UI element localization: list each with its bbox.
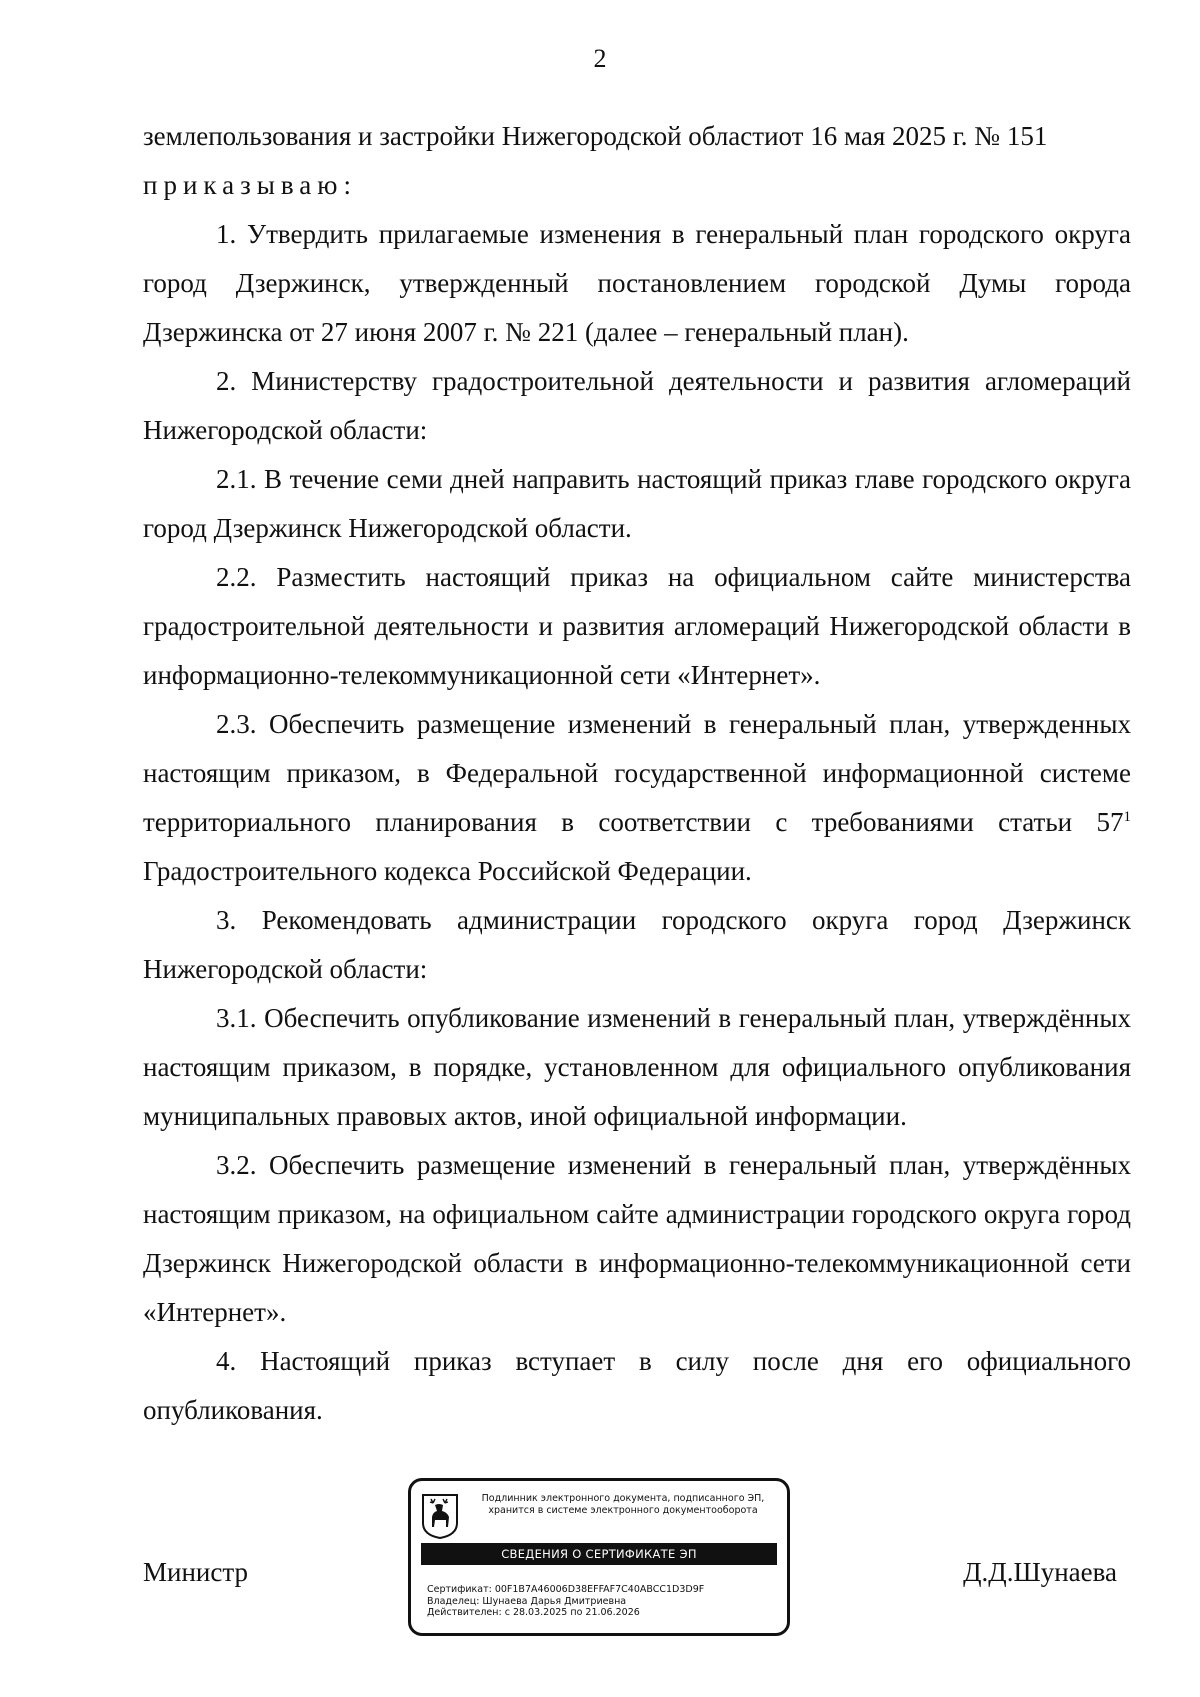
- paragraph-2-1: 2.1. В течение семи дней направить настоящий приказ главе городского округа город Дзержинск Нижегородской области.: [143, 464, 1131, 543]
- certificate-number: Сертификат: 00F1B7A46006D38EFFAF7C40ABCC1D3D9F: [427, 1584, 705, 1595]
- paragraph-2-3: [143, 700, 1131, 896]
- paragraph-3-2: 3.2. Обеспечить размещение изменений в генеральный план, утверждённых настоящим приказом, на официальном сайте администрации городского округа город Дзержинск Нижегородской области в информационно-телекоммуникационной сети «Интернет».: [143, 1150, 1131, 1327]
- certificate-info-bar: СВЕДЕНИЯ О СЕРТИФИКАТЕ ЭП: [421, 1543, 777, 1565]
- paragraph-2-2: 2.2. Разместить настоящий приказ на официальном сайте министерства градостроительной деятельности и развития агломераций Нижегородской области в информационно-телекоммуникационной сети «Интернет».: [143, 562, 1131, 690]
- deer-emblem-icon: [421, 1493, 459, 1539]
- electronic-signature-stamp: [408, 1478, 790, 1636]
- stamp-header: [463, 1493, 783, 1517]
- paragraph-2-3-text: 2.3. Обеспечить размещение изменений в генеральный план, утвержденных настоящим приказом, в Федеральной государственной информационной системе территориального планирования в соответствии с требованиями статьи 57: [143, 709, 1131, 837]
- order-word: приказываю:: [143, 170, 357, 200]
- paragraph-4: 4. Настоящий приказ вступает в силу после дня его официального опубликования.: [143, 1346, 1131, 1425]
- paragraph-3-1: 3.1. Обеспечить опубликование изменений в генеральный план, утверждённых настоящим приказом, в порядке, установленном для официального опубликования муниципальных правовых актов, иной официальной информации.: [143, 1003, 1131, 1131]
- paragraph-1: 1. Утвердить прилагаемые изменения в генеральный план городского округа город Дзержинск, утвержденный постановлением городской Думы города Дзержинска от 27 июня 2007 г. № 221 (далее – генеральный план).: [143, 219, 1131, 347]
- document-body: [143, 112, 1131, 1435]
- signatory-name: Д.Д.Шунаева: [963, 1557, 1117, 1587]
- paragraph-2-3-text-end: Градостроительного кодекса Российской Федерации.: [143, 856, 752, 886]
- paragraph-2-3-superscript: 1: [1123, 809, 1131, 825]
- stamp-header-line-1: Подлинник электронного документа, подписанного ЭП,: [481, 1493, 765, 1504]
- paragraph-3: 3. Рекомендовать администрации городского округа город Дзержинск Нижегородской области:: [143, 905, 1131, 984]
- paragraph-2: 2. Министерству градостроительной деятельности и развития агломераций Нижегородской области:: [143, 366, 1131, 445]
- paragraph-continuation: землепользования и застройки Нижегородской областиот 16 мая 2025 г. № 151: [143, 121, 1048, 151]
- certificate-owner: Владелец: Шунаева Дарья Дмитриевна: [427, 1595, 627, 1607]
- signatory-title: Министр: [143, 1557, 248, 1587]
- page-number: 2: [593, 44, 607, 73]
- stamp-header-line-2: хранится в системе электронного документооборота: [488, 1505, 758, 1516]
- certificate-validity: Действителен: с 28.03.2025 по 21.06.2026: [427, 1607, 640, 1618]
- certificate-details: [427, 1584, 783, 1619]
